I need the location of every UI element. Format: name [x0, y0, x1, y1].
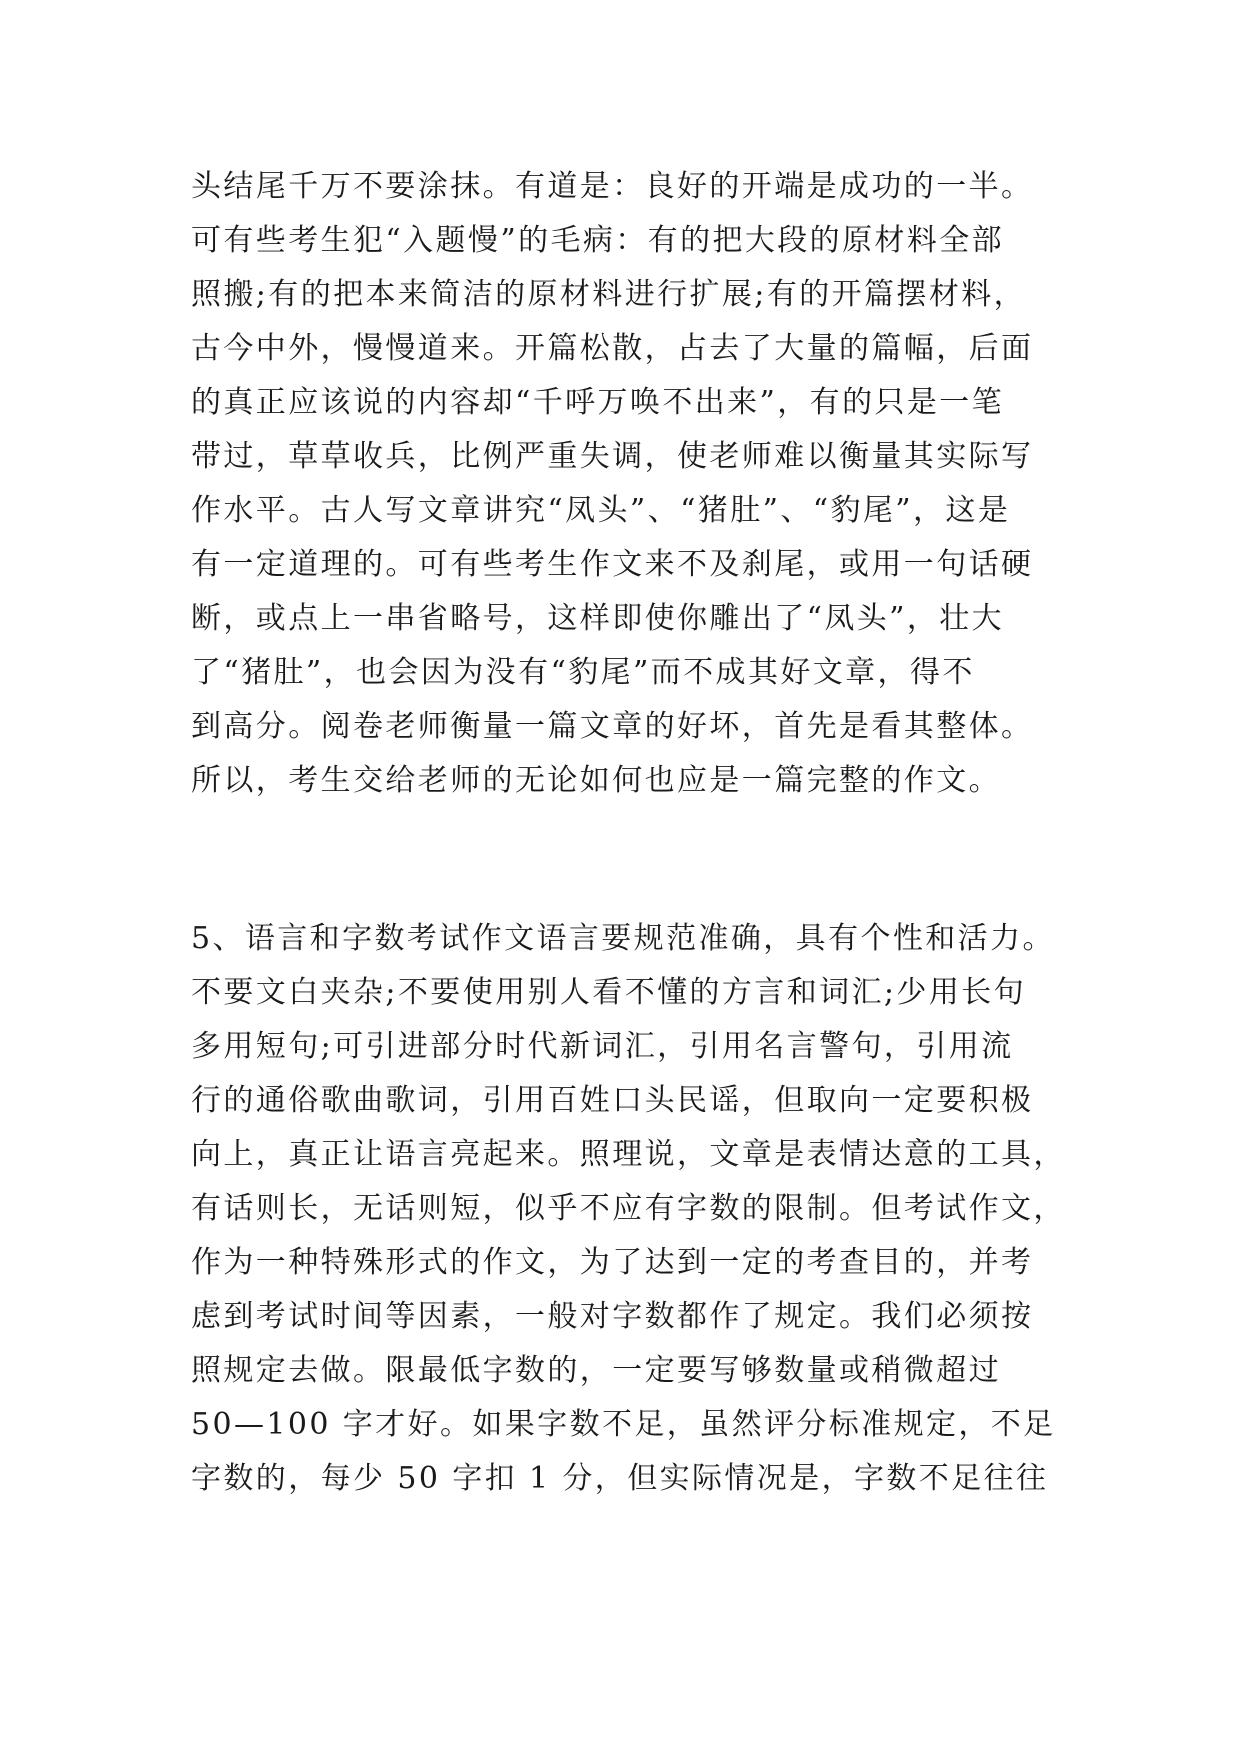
text-line: 字数的，每少 50 字扣 1 分，但实际情况是，字数不足往往: [191, 1461, 1049, 1496]
text-line: 行的通俗歌曲歌词，引用百姓口头民谣，但取向一定要积极: [191, 1083, 1034, 1118]
text-line: 到高分。阅卷老师衡量一篇文章的好坏，首先是看其整体。: [191, 709, 1034, 744]
text-line: 带过，草草收兵，比例严重失调，使老师难以衡量其实际写: [191, 439, 1034, 474]
text-line: 了“猪肚”，也会因为没有“豹尾”而不成其好文章，得不: [191, 655, 975, 690]
text-line: 头结尾千万不要涂抹。有道是：良好的开端是成功的一半。: [191, 169, 1034, 204]
paragraph-language-and-word-count: [191, 912, 1066, 1506]
text-line: 多用短句;可引进部分时代新词汇，引用名言警句，引用流: [191, 1029, 1014, 1064]
text-line: 50—100 字才好。如果字数不足，虽然评分标准规定，不足: [191, 1407, 1056, 1442]
text-line: 古今中外，慢慢道来。开篇松散，占去了大量的篇幅，后面: [191, 331, 1034, 366]
text-line: 有一定道理的。可有些考生作文来不及刹尾，或用一句话硬: [191, 547, 1034, 582]
text-line: 可有些考生犯“入题慢”的毛病：有的把大段的原材料全部: [191, 223, 1005, 258]
text-line: 5、语言和字数考试作文语言要规范准确，具有个性和活力。: [191, 921, 1055, 956]
text-line: 照规定去做。限最低字数的，一定要写够数量或稍微超过: [191, 1353, 1001, 1388]
text-line: 作水平。古人写文章讲究“凤头”、“猪肚”、“豹尾”，这是: [191, 493, 1011, 528]
text-line: 有话则长，无话则短，似乎不应有字数的限制。但考试作文，: [191, 1191, 1066, 1226]
text-line: 断，或点上一串省略号，这样即使你雕出了“凤头”，壮大: [191, 601, 1005, 636]
text-line: 所以，考生交给老师的无论如何也应是一篇完整的作文。: [191, 763, 1001, 798]
text-line: 向上，真正让语言亮起来。照理说，文章是表情达意的工具，: [191, 1137, 1066, 1172]
text-line: 的真正应该说的内容却“千呼万唤不出来”，有的只是一笔: [191, 385, 1005, 420]
text-line: 虑到考试时间等因素，一般对字数都作了规定。我们必须按: [191, 1299, 1034, 1334]
text-line: 照搬;有的把本来简洁的原材料进行扩展;有的开篇摆材料，: [191, 277, 1027, 312]
text-line: 不要文白夹杂;不要使用别人看不懂的方言和词汇;少用长句: [191, 975, 1027, 1010]
text-line: 作为一种特殊形式的作文，为了达到一定的考查目的，并考: [191, 1245, 1034, 1280]
paragraph-continued-opening-ending: [191, 160, 1063, 808]
